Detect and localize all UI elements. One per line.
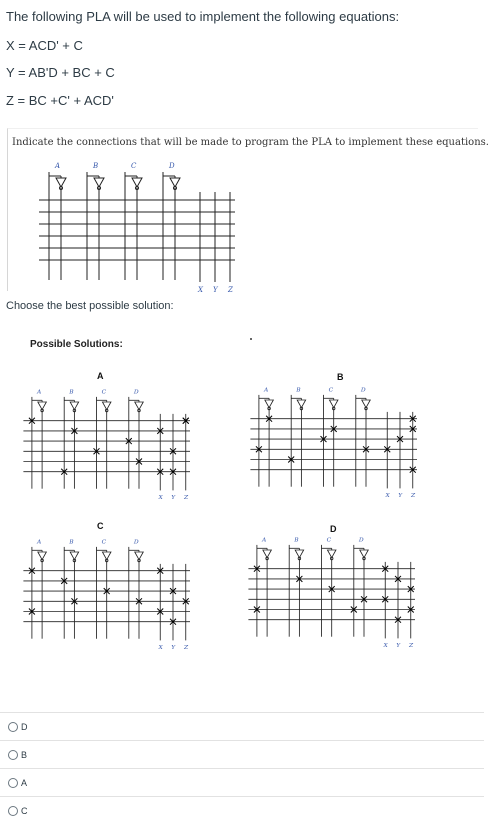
- input-label-a: A: [262, 536, 267, 544]
- output-label-z: Z: [184, 643, 189, 651]
- radio-c[interactable]: [8, 806, 18, 816]
- inverter-symbol: [38, 552, 47, 560]
- inverter-symbol: [362, 400, 371, 408]
- inverter-symbol: [94, 178, 104, 187]
- input-label-c: C: [328, 386, 334, 394]
- input-label-b: B: [294, 536, 299, 544]
- inverter-symbol: [360, 550, 369, 558]
- option-row-c[interactable]: [0, 796, 484, 824]
- equation-x: X = ACD' + C: [6, 38, 83, 53]
- output-label-z: Z: [411, 491, 416, 499]
- inverter-symbol: [102, 402, 111, 410]
- input-label-b: B: [93, 162, 99, 170]
- output-label-z: Z: [409, 641, 414, 649]
- input-label-d: D: [169, 162, 175, 170]
- radio-a[interactable]: [8, 778, 18, 788]
- inverter-symbol: [327, 550, 336, 558]
- inverter-symbol: [329, 400, 338, 408]
- option-row-a[interactable]: [0, 768, 484, 796]
- input-label-c: C: [101, 388, 107, 396]
- radio-b[interactable]: [8, 750, 18, 760]
- solution-b-label: B: [337, 372, 344, 382]
- inverter-symbol: [265, 400, 274, 408]
- inverter-symbol: [297, 400, 306, 408]
- option-c-label: C: [21, 805, 28, 816]
- inverter-symbol: [70, 402, 79, 410]
- output-label-y: Y: [398, 491, 403, 499]
- choose-label: Choose the best possible solution:: [6, 300, 174, 312]
- output-label-y: Y: [213, 286, 218, 294]
- inverter-symbol: [295, 550, 304, 558]
- input-label-b: B: [69, 388, 74, 396]
- inverter-symbol: [170, 178, 180, 187]
- input-label-c: C: [131, 162, 137, 170]
- option-a-label: A: [21, 777, 28, 788]
- inverter-symbol: [56, 178, 66, 187]
- option-d-label: D: [21, 721, 28, 732]
- inverter-symbol: [102, 552, 111, 560]
- output-label-y: Y: [396, 641, 401, 649]
- inverter-symbol: [132, 178, 142, 187]
- input-label-d: D: [358, 536, 364, 544]
- output-label-z: Z: [228, 286, 233, 294]
- input-label-a: A: [37, 388, 42, 396]
- output-label-x: X: [385, 491, 390, 499]
- inverter-symbol: [135, 402, 144, 410]
- output-label-x: X: [383, 641, 388, 649]
- solution-a-diagram: [20, 385, 220, 501]
- possible-solutions-label: Possible Solutions:: [30, 339, 123, 350]
- radio-d[interactable]: [8, 722, 18, 732]
- input-label-c: C: [101, 538, 107, 546]
- input-label-c: C: [326, 536, 332, 544]
- output-label-y: Y: [171, 643, 176, 651]
- output-label-x: X: [158, 493, 163, 501]
- option-row-b[interactable]: [0, 740, 484, 768]
- inverter-symbol: [135, 552, 144, 560]
- input-label-b: B: [69, 538, 74, 546]
- input-label-a: A: [55, 162, 61, 170]
- output-label-z: Z: [184, 493, 189, 501]
- solution-a-label: A: [97, 371, 104, 381]
- option-row-d[interactable]: [0, 712, 484, 740]
- stray-dot: [250, 338, 252, 340]
- option-b-label: B: [21, 749, 28, 760]
- input-label-a: A: [37, 538, 42, 546]
- output-label-y: Y: [171, 493, 176, 501]
- solution-c-label: C: [97, 521, 104, 531]
- equation-z: Z = BC +C' + ACD': [6, 93, 114, 108]
- solution-d-label: D: [330, 524, 337, 534]
- input-label-d: D: [360, 386, 366, 394]
- inverter-symbol: [38, 402, 47, 410]
- solution-c-diagram: [20, 535, 220, 650]
- output-label-x: X: [158, 643, 163, 651]
- solution-d-diagram: [245, 533, 460, 648]
- inverter-symbol: [70, 552, 79, 560]
- solution-b-diagram: [247, 383, 457, 498]
- pla-main-diagram: [35, 158, 265, 294]
- input-label-a: A: [264, 386, 269, 394]
- input-label-b: B: [296, 386, 301, 394]
- instruction-text: Indicate the connections that will be made to program the PLA to implement these equations.: [12, 137, 489, 148]
- question-intro: The following PLA will be used to implement the following equations:: [6, 9, 400, 24]
- input-label-d: D: [133, 388, 139, 396]
- output-label-x: X: [198, 286, 203, 294]
- input-label-d: D: [133, 538, 139, 546]
- equation-y: Y = AB'D + BC + C: [6, 65, 115, 80]
- inverter-symbol: [263, 550, 272, 558]
